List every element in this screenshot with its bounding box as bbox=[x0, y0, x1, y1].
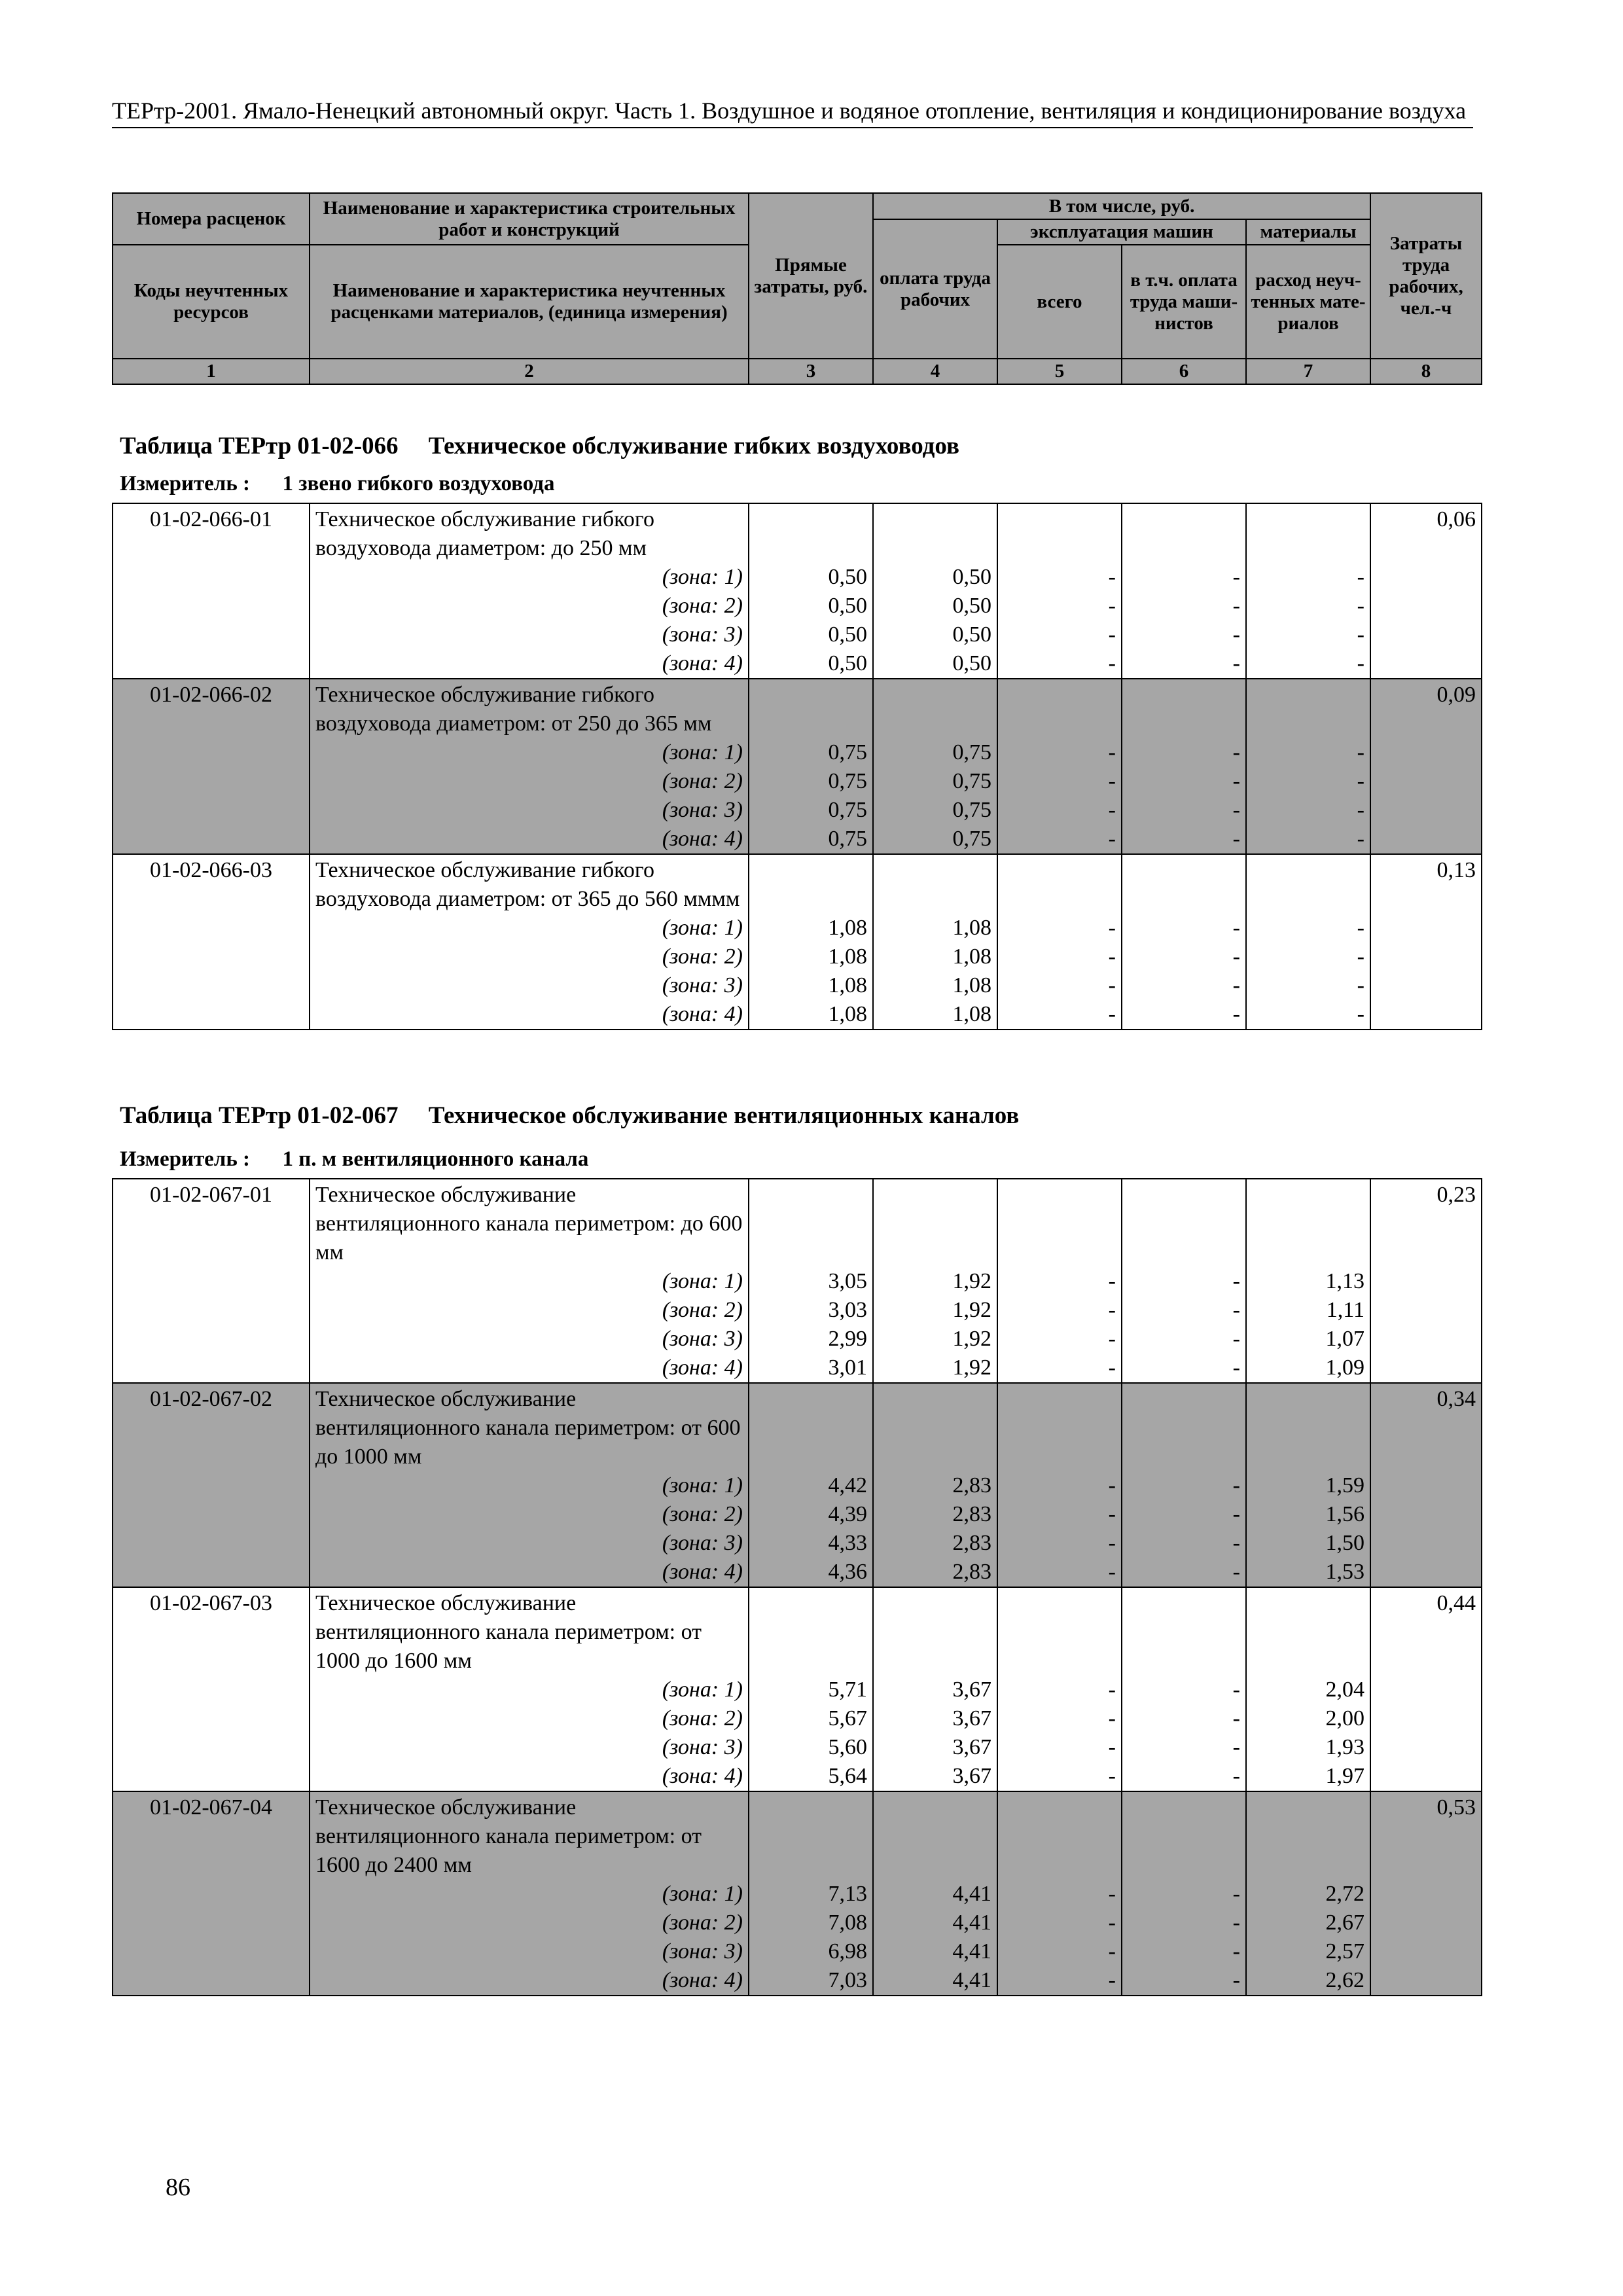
worker-wages: 1,08 bbox=[873, 1000, 997, 1030]
machinist-wages: - bbox=[1122, 971, 1246, 1000]
direct-costs: 2,99 bbox=[749, 1325, 873, 1354]
header-column-number: 8 bbox=[1370, 359, 1482, 384]
zone-row bbox=[113, 1529, 1482, 1558]
direct-costs: 0,75 bbox=[749, 825, 873, 854]
machines-total: - bbox=[997, 942, 1122, 971]
worker-wages: 1,92 bbox=[873, 1325, 997, 1354]
page-header: ТЕРтр-2001. Ямало-Ненецкий автономный округ. Часть 1. Воздушное и водяное отопление, вентиляция и кондиционирование воздуха bbox=[112, 97, 1473, 128]
empty-cell bbox=[873, 1383, 997, 1471]
machinist-wages: - bbox=[1122, 563, 1246, 592]
worker-wages: 0,50 bbox=[873, 563, 997, 592]
worker-wages: 0,75 bbox=[873, 738, 997, 767]
empty-cell bbox=[749, 1383, 873, 1471]
zone-label: (зона: 4) bbox=[310, 825, 749, 854]
header-material-consumption: расход неуч-тенных мате-риалов bbox=[1246, 245, 1370, 359]
zone-row bbox=[113, 825, 1482, 854]
zone-label: (зона: 3) bbox=[310, 796, 749, 825]
direct-costs: 0,50 bbox=[749, 649, 873, 679]
zone-label: (зона: 1) bbox=[310, 1471, 749, 1500]
machinist-wages: - bbox=[1122, 1354, 1246, 1383]
worker-wages: 1,08 bbox=[873, 971, 997, 1000]
machinist-wages: - bbox=[1122, 1704, 1246, 1733]
rate-item-row bbox=[113, 854, 1482, 914]
zone-label: (зона: 4) bbox=[310, 1558, 749, 1587]
empty-cell bbox=[873, 503, 997, 563]
empty-cell bbox=[1246, 1383, 1370, 1471]
worker-wages: 0,50 bbox=[873, 649, 997, 679]
materials-cost: 1,59 bbox=[1246, 1471, 1370, 1500]
worker-wages: 3,67 bbox=[873, 1704, 997, 1733]
empty-cell bbox=[997, 679, 1122, 738]
empty-cell bbox=[873, 1179, 997, 1267]
zone-row bbox=[113, 1354, 1482, 1383]
empty-cell bbox=[1246, 1587, 1370, 1676]
rate-code: 01-02-067-01 bbox=[113, 1179, 310, 1383]
labor-cost: 0,44 bbox=[1370, 1587, 1482, 1791]
machinist-wages: - bbox=[1122, 649, 1246, 679]
direct-costs: 5,67 bbox=[749, 1704, 873, 1733]
direct-costs: 0,75 bbox=[749, 767, 873, 796]
machines-total: - bbox=[997, 1354, 1122, 1383]
empty-cell bbox=[1246, 1791, 1370, 1880]
materials-cost: 2,62 bbox=[1246, 1966, 1370, 1996]
zone-row bbox=[113, 1296, 1482, 1325]
zone-row bbox=[113, 1909, 1482, 1937]
materials-cost: 2,67 bbox=[1246, 1909, 1370, 1937]
worker-wages: 0,50 bbox=[873, 592, 997, 620]
zone-row bbox=[113, 1762, 1482, 1791]
direct-costs: 7,13 bbox=[749, 1880, 873, 1909]
rate-name: Техническое обслуживание гибкого воздуховода диаметром: от 365 до 560 мммм bbox=[310, 854, 749, 914]
materials-cost: 1,53 bbox=[1246, 1558, 1370, 1587]
zone-row bbox=[113, 1000, 1482, 1030]
machinist-wages: - bbox=[1122, 1267, 1246, 1296]
worker-wages: 2,83 bbox=[873, 1558, 997, 1587]
direct-costs: 0,75 bbox=[749, 738, 873, 767]
empty-cell bbox=[749, 1179, 873, 1267]
empty-cell bbox=[997, 854, 1122, 914]
column-header-table bbox=[112, 192, 1482, 385]
empty-cell bbox=[997, 503, 1122, 563]
zone-row bbox=[113, 914, 1482, 942]
zone-row bbox=[113, 942, 1482, 971]
machinist-wages: - bbox=[1122, 1880, 1246, 1909]
rate-item-row bbox=[113, 503, 1482, 563]
direct-costs: 1,08 bbox=[749, 971, 873, 1000]
empty-cell bbox=[997, 1179, 1122, 1267]
direct-costs: 4,42 bbox=[749, 1471, 873, 1500]
labor-cost: 0,23 bbox=[1370, 1179, 1482, 1383]
zone-label: (зона: 4) bbox=[310, 1354, 749, 1383]
header-column-number: 3 bbox=[749, 359, 873, 384]
rate-code: 01-02-066-02 bbox=[113, 679, 310, 854]
empty-cell bbox=[1122, 1383, 1246, 1471]
direct-costs: 0,50 bbox=[749, 620, 873, 649]
header-machinist-wages: в т.ч. оплата труда маши-нистов bbox=[1122, 245, 1246, 359]
machines-total: - bbox=[997, 796, 1122, 825]
machinist-wages: - bbox=[1122, 1325, 1246, 1354]
header-machines-total: всего bbox=[997, 245, 1122, 359]
materials-cost: - bbox=[1246, 914, 1370, 942]
direct-costs: 0,75 bbox=[749, 796, 873, 825]
machines-total: - bbox=[997, 971, 1122, 1000]
rate-name: Техническое обслуживание вентиляционного канала периметром: от 1000 до 1600 мм bbox=[310, 1587, 749, 1676]
worker-wages: 3,67 bbox=[873, 1762, 997, 1791]
machines-total: - bbox=[997, 1500, 1122, 1529]
machinist-wages: - bbox=[1122, 1966, 1246, 1996]
zone-label: (зона: 3) bbox=[310, 1529, 749, 1558]
labor-cost: 0,06 bbox=[1370, 503, 1482, 679]
materials-cost: 1,93 bbox=[1246, 1733, 1370, 1762]
empty-cell bbox=[1246, 1179, 1370, 1267]
zone-label: (зона: 4) bbox=[310, 1966, 749, 1996]
materials-cost: 1,11 bbox=[1246, 1296, 1370, 1325]
zone-label: (зона: 1) bbox=[310, 738, 749, 767]
zone-label: (зона: 1) bbox=[310, 563, 749, 592]
worker-wages: 1,08 bbox=[873, 942, 997, 971]
materials-cost: 1,13 bbox=[1246, 1267, 1370, 1296]
machinist-wages: - bbox=[1122, 942, 1246, 971]
machinist-wages: - bbox=[1122, 620, 1246, 649]
worker-wages: 3,67 bbox=[873, 1733, 997, 1762]
zone-row bbox=[113, 649, 1482, 679]
materials-cost: 2,00 bbox=[1246, 1704, 1370, 1733]
zone-label: (зона: 2) bbox=[310, 592, 749, 620]
empty-cell bbox=[1122, 1791, 1246, 1880]
direct-costs: 5,64 bbox=[749, 1762, 873, 1791]
zone-row bbox=[113, 796, 1482, 825]
rates-table bbox=[112, 503, 1482, 1030]
page-number: 86 bbox=[166, 2174, 190, 2201]
labor-cost: 0,13 bbox=[1370, 854, 1482, 1030]
zone-row bbox=[113, 620, 1482, 649]
zone-row bbox=[113, 1880, 1482, 1909]
materials-cost: 2,04 bbox=[1246, 1676, 1370, 1704]
header-unaccounted-materials: Наименование и характеристика неучтенных расценками материалов, (единица измерения) bbox=[310, 245, 749, 359]
empty-cell bbox=[1246, 679, 1370, 738]
machinist-wages: - bbox=[1122, 1500, 1246, 1529]
rate-code: 01-02-067-04 bbox=[113, 1791, 310, 1996]
machines-total: - bbox=[997, 825, 1122, 854]
worker-wages: 1,92 bbox=[873, 1296, 997, 1325]
materials-cost: 1,09 bbox=[1246, 1354, 1370, 1383]
zone-label: (зона: 2) bbox=[310, 1296, 749, 1325]
empty-cell bbox=[749, 854, 873, 914]
worker-wages: 0,75 bbox=[873, 825, 997, 854]
worker-wages: 4,41 bbox=[873, 1880, 997, 1909]
zone-label: (зона: 3) bbox=[310, 1733, 749, 1762]
machinist-wages: - bbox=[1122, 1296, 1246, 1325]
worker-wages: 4,41 bbox=[873, 1966, 997, 1996]
rate-code: 01-02-067-02 bbox=[113, 1383, 310, 1587]
header-direct-costs: Прямые затраты, руб. bbox=[749, 193, 873, 359]
empty-cell bbox=[1122, 854, 1246, 914]
materials-cost: - bbox=[1246, 738, 1370, 767]
materials-cost: 1,07 bbox=[1246, 1325, 1370, 1354]
empty-cell bbox=[1246, 854, 1370, 914]
header-column-number: 7 bbox=[1246, 359, 1370, 384]
worker-wages: 1,08 bbox=[873, 914, 997, 942]
empty-cell bbox=[749, 1587, 873, 1676]
machines-total: - bbox=[997, 1880, 1122, 1909]
worker-wages: 2,83 bbox=[873, 1529, 997, 1558]
direct-costs: 5,60 bbox=[749, 1733, 873, 1762]
empty-cell bbox=[873, 1791, 997, 1880]
zone-label: (зона: 1) bbox=[310, 914, 749, 942]
zone-label: (зона: 4) bbox=[310, 1000, 749, 1030]
machines-total: - bbox=[997, 563, 1122, 592]
machinist-wages: - bbox=[1122, 738, 1246, 767]
materials-cost: 1,97 bbox=[1246, 1762, 1370, 1791]
empty-cell bbox=[1122, 679, 1246, 738]
header-machine-operation: эксплуатация машин bbox=[997, 219, 1246, 245]
zone-row bbox=[113, 1500, 1482, 1529]
labor-cost: 0,34 bbox=[1370, 1383, 1482, 1587]
empty-cell bbox=[873, 854, 997, 914]
materials-cost: - bbox=[1246, 767, 1370, 796]
zone-row bbox=[113, 1325, 1482, 1354]
machines-total: - bbox=[997, 1471, 1122, 1500]
header-worker-wages: оплата труда рабочих bbox=[873, 219, 997, 359]
materials-cost: - bbox=[1246, 649, 1370, 679]
empty-cell bbox=[749, 503, 873, 563]
machines-total: - bbox=[997, 914, 1122, 942]
empty-cell bbox=[1122, 1179, 1246, 1267]
machinist-wages: - bbox=[1122, 1000, 1246, 1030]
worker-wages: 0,75 bbox=[873, 796, 997, 825]
machines-total: - bbox=[997, 1529, 1122, 1558]
direct-costs: 5,71 bbox=[749, 1676, 873, 1704]
zone-label: (зона: 2) bbox=[310, 942, 749, 971]
zone-row bbox=[113, 1733, 1482, 1762]
direct-costs: 7,03 bbox=[749, 1966, 873, 1996]
materials-cost: - bbox=[1246, 796, 1370, 825]
header-labor-costs: Затраты труда рабочих, чел.-ч bbox=[1370, 193, 1482, 359]
section-meter: Измеритель : 1 звено гибкого воздуховода bbox=[120, 472, 555, 495]
empty-cell bbox=[873, 1587, 997, 1676]
header-materials: материалы bbox=[1246, 219, 1370, 245]
machinist-wages: - bbox=[1122, 1471, 1246, 1500]
machines-total: - bbox=[997, 1325, 1122, 1354]
machines-total: - bbox=[997, 1676, 1122, 1704]
empty-cell bbox=[873, 679, 997, 738]
direct-costs: 6,98 bbox=[749, 1937, 873, 1966]
labor-cost: 0,53 bbox=[1370, 1791, 1482, 1996]
empty-cell bbox=[749, 679, 873, 738]
rate-item-row bbox=[113, 1587, 1482, 1676]
machinist-wages: - bbox=[1122, 767, 1246, 796]
rate-item-row bbox=[113, 1179, 1482, 1267]
header-column-number: 1 bbox=[113, 359, 310, 384]
machinist-wages: - bbox=[1122, 1909, 1246, 1937]
zone-row bbox=[113, 563, 1482, 592]
machinist-wages: - bbox=[1122, 825, 1246, 854]
worker-wages: 4,41 bbox=[873, 1937, 997, 1966]
worker-wages: 0,50 bbox=[873, 620, 997, 649]
zone-label: (зона: 2) bbox=[310, 1704, 749, 1733]
direct-costs: 0,50 bbox=[749, 563, 873, 592]
zone-label: (зона: 2) bbox=[310, 1909, 749, 1937]
labor-cost: 0,09 bbox=[1370, 679, 1482, 854]
zone-row bbox=[113, 1558, 1482, 1587]
empty-cell bbox=[997, 1587, 1122, 1676]
machinist-wages: - bbox=[1122, 1762, 1246, 1791]
machines-total: - bbox=[997, 1733, 1122, 1762]
machines-total: - bbox=[997, 1296, 1122, 1325]
materials-cost: 2,72 bbox=[1246, 1880, 1370, 1909]
machines-total: - bbox=[997, 592, 1122, 620]
rate-name: Техническое обслуживание вентиляционного канала периметром: до 600 мм bbox=[310, 1179, 749, 1267]
rate-code: 01-02-067-03 bbox=[113, 1587, 310, 1791]
machines-total: - bbox=[997, 1762, 1122, 1791]
rate-item-row bbox=[113, 1791, 1482, 1880]
direct-costs: 1,08 bbox=[749, 942, 873, 971]
direct-costs: 4,36 bbox=[749, 1558, 873, 1587]
machines-total: - bbox=[997, 767, 1122, 796]
direct-costs: 3,01 bbox=[749, 1354, 873, 1383]
empty-cell bbox=[997, 1791, 1122, 1880]
section-title: Таблица ТЕРтр 01-02-067 Техническое обслуживание вентиляционных каналов bbox=[120, 1102, 1020, 1129]
empty-cell bbox=[997, 1383, 1122, 1471]
zone-label: (зона: 2) bbox=[310, 1500, 749, 1529]
direct-costs: 1,08 bbox=[749, 914, 873, 942]
rate-item-row bbox=[113, 1383, 1482, 1471]
direct-costs: 4,33 bbox=[749, 1529, 873, 1558]
zone-label: (зона: 3) bbox=[310, 971, 749, 1000]
machinist-wages: - bbox=[1122, 1733, 1246, 1762]
rates-table bbox=[112, 1178, 1482, 1996]
machinist-wages: - bbox=[1122, 796, 1246, 825]
materials-cost: - bbox=[1246, 563, 1370, 592]
machines-total: - bbox=[997, 1704, 1122, 1733]
zone-label: (зона: 1) bbox=[310, 1676, 749, 1704]
worker-wages: 2,83 bbox=[873, 1471, 997, 1500]
header-column-number: 2 bbox=[310, 359, 749, 384]
worker-wages: 1,92 bbox=[873, 1354, 997, 1383]
materials-cost: 2,57 bbox=[1246, 1937, 1370, 1966]
zone-label: (зона: 3) bbox=[310, 620, 749, 649]
materials-cost: - bbox=[1246, 971, 1370, 1000]
machinist-wages: - bbox=[1122, 1937, 1246, 1966]
rate-code: 01-02-066-01 bbox=[113, 503, 310, 679]
zone-row bbox=[113, 767, 1482, 796]
machines-total: - bbox=[997, 1909, 1122, 1937]
header-including-group: В том числе, руб. bbox=[873, 193, 1370, 219]
zone-label: (зона: 4) bbox=[310, 649, 749, 679]
zone-row bbox=[113, 1966, 1482, 1996]
machines-total: - bbox=[997, 1267, 1122, 1296]
direct-costs: 1,08 bbox=[749, 1000, 873, 1030]
worker-wages: 1,92 bbox=[873, 1267, 997, 1296]
direct-costs: 4,39 bbox=[749, 1500, 873, 1529]
rate-name: Техническое обслуживание гибкого воздуховода диаметром: от 250 до 365 мм bbox=[310, 679, 749, 738]
machines-total: - bbox=[997, 620, 1122, 649]
zone-row bbox=[113, 1267, 1482, 1296]
materials-cost: - bbox=[1246, 825, 1370, 854]
direct-costs: 3,03 bbox=[749, 1296, 873, 1325]
machines-total: - bbox=[997, 649, 1122, 679]
worker-wages: 0,75 bbox=[873, 767, 997, 796]
zone-label: (зона: 4) bbox=[310, 1762, 749, 1791]
machinist-wages: - bbox=[1122, 1676, 1246, 1704]
direct-costs: 7,08 bbox=[749, 1909, 873, 1937]
header-column-number: 4 bbox=[873, 359, 997, 384]
rate-name: Техническое обслуживание вентиляционного канала периметром: от 600 до 1000 мм bbox=[310, 1383, 749, 1471]
rate-name: Техническое обслуживание вентиляционного канала периметром: от 1600 до 2400 мм bbox=[310, 1791, 749, 1880]
machinist-wages: - bbox=[1122, 592, 1246, 620]
zone-label: (зона: 2) bbox=[310, 767, 749, 796]
zone-row bbox=[113, 1704, 1482, 1733]
empty-cell bbox=[1122, 503, 1246, 563]
zone-row bbox=[113, 738, 1482, 767]
zone-label: (зона: 1) bbox=[310, 1880, 749, 1909]
direct-costs: 3,05 bbox=[749, 1267, 873, 1296]
empty-cell bbox=[749, 1791, 873, 1880]
direct-costs: 0,50 bbox=[749, 592, 873, 620]
materials-cost: - bbox=[1246, 592, 1370, 620]
header-column-number: 5 bbox=[997, 359, 1122, 384]
zone-row bbox=[113, 971, 1482, 1000]
zone-row bbox=[113, 592, 1482, 620]
machines-total: - bbox=[997, 1000, 1122, 1030]
rate-item-row bbox=[113, 679, 1482, 738]
header-work-name: Наименование и характеристика строительных работ и конструкций bbox=[310, 193, 749, 245]
worker-wages: 4,41 bbox=[873, 1909, 997, 1937]
header-unaccounted-codes: Коды неучтенных ресурсов bbox=[113, 245, 310, 359]
machinist-wages: - bbox=[1122, 1529, 1246, 1558]
materials-cost: - bbox=[1246, 1000, 1370, 1030]
materials-cost: 1,50 bbox=[1246, 1529, 1370, 1558]
zone-label: (зона: 3) bbox=[310, 1325, 749, 1354]
header-rate-numbers: Номера расценок bbox=[113, 193, 310, 245]
machines-total: - bbox=[997, 1558, 1122, 1587]
zone-row bbox=[113, 1937, 1482, 1966]
machines-total: - bbox=[997, 738, 1122, 767]
worker-wages: 2,83 bbox=[873, 1500, 997, 1529]
rate-name: Техническое обслуживание гибкого воздуховода диаметром: до 250 мм bbox=[310, 503, 749, 563]
rate-code: 01-02-066-03 bbox=[113, 854, 310, 1030]
section-title: Таблица ТЕРтр 01-02-066 Техническое обслуживание гибких воздуховодов bbox=[120, 433, 959, 459]
materials-cost: 1,56 bbox=[1246, 1500, 1370, 1529]
machines-total: - bbox=[997, 1966, 1122, 1996]
section-meter: Измеритель : 1 п. м вентиляционного канала bbox=[120, 1147, 589, 1171]
empty-cell bbox=[1246, 503, 1370, 563]
materials-cost: - bbox=[1246, 620, 1370, 649]
zone-row bbox=[113, 1676, 1482, 1704]
zone-label: (зона: 3) bbox=[310, 1937, 749, 1966]
zone-row bbox=[113, 1471, 1482, 1500]
zone-label: (зона: 1) bbox=[310, 1267, 749, 1296]
machinist-wages: - bbox=[1122, 914, 1246, 942]
machines-total: - bbox=[997, 1937, 1122, 1966]
empty-cell bbox=[1122, 1587, 1246, 1676]
materials-cost: - bbox=[1246, 942, 1370, 971]
header-column-number: 6 bbox=[1122, 359, 1246, 384]
machinist-wages: - bbox=[1122, 1558, 1246, 1587]
worker-wages: 3,67 bbox=[873, 1676, 997, 1704]
